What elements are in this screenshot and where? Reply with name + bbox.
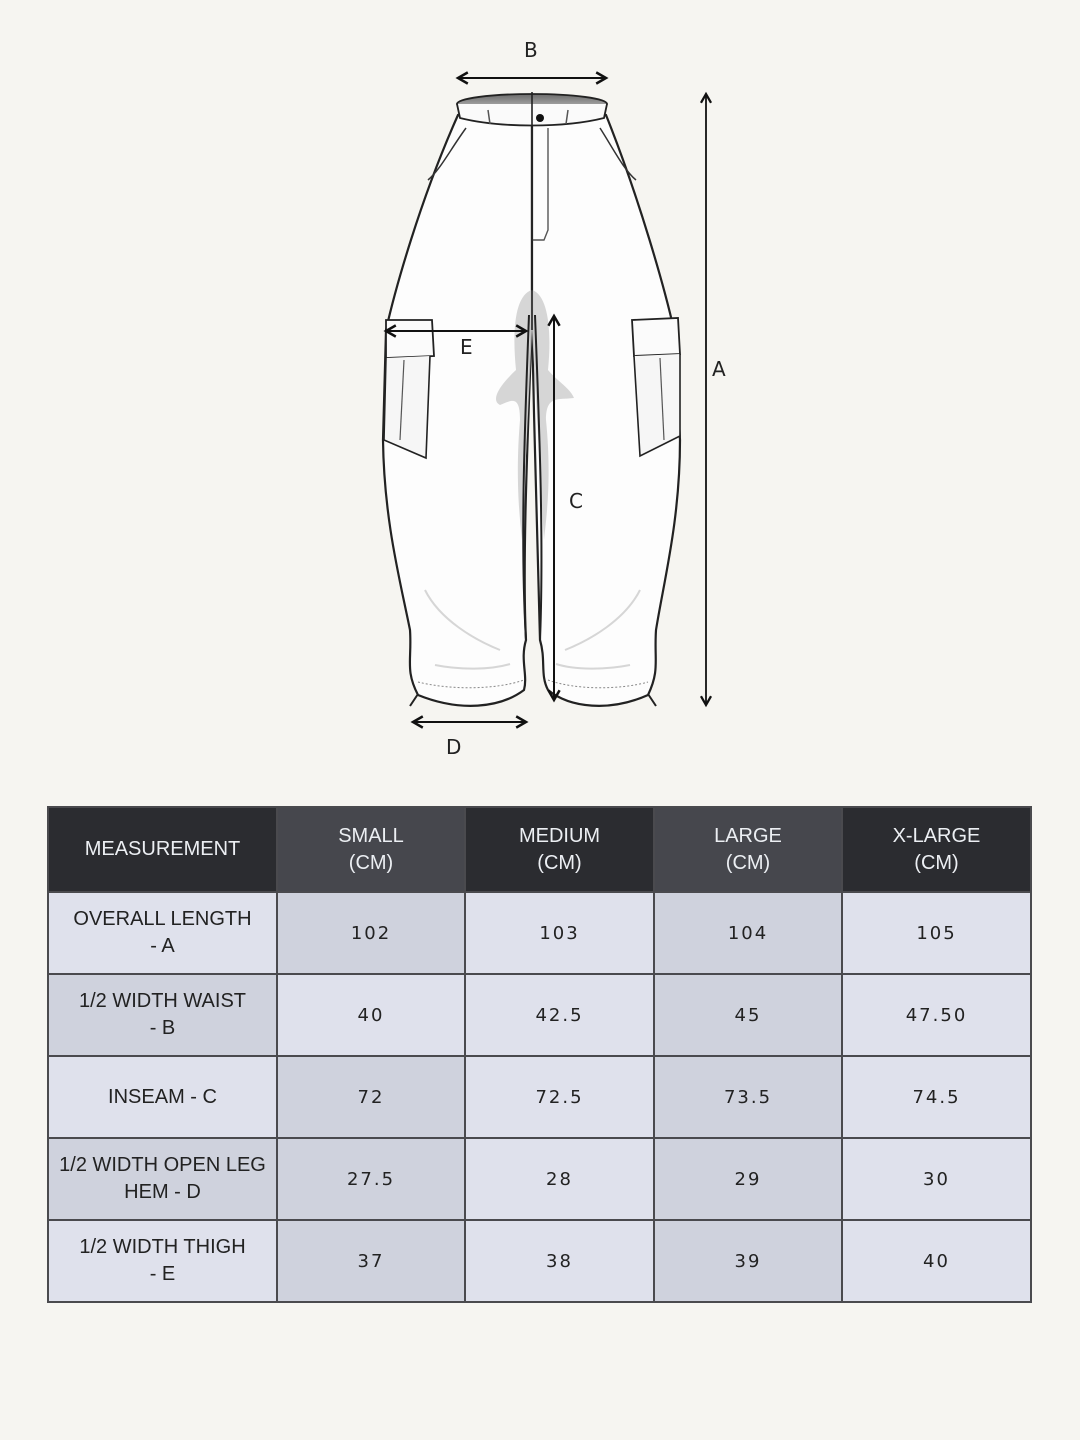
- cell-xlarge: 47.50: [842, 974, 1031, 1056]
- cell-small: 72: [277, 1056, 465, 1138]
- cell-large: 73.5: [654, 1056, 842, 1138]
- table-row: [48, 1138, 1031, 1220]
- label-e: E: [460, 335, 473, 359]
- header-small: SMALL (CM): [277, 807, 465, 892]
- row-label-waist: 1/2 WIDTH WAIST - B: [48, 974, 277, 1056]
- cell-large: 104: [654, 892, 842, 974]
- cell-xlarge: 40: [842, 1220, 1031, 1302]
- table-row: [48, 892, 1031, 974]
- header-row: [48, 807, 1031, 892]
- cell-small: 27.5: [277, 1138, 465, 1220]
- size-chart-table: [47, 806, 1032, 1303]
- cell-xlarge: 105: [842, 892, 1031, 974]
- label-d: D: [446, 735, 462, 759]
- header-xlarge: X-LARGE (CM): [842, 807, 1031, 892]
- cell-small: 40: [277, 974, 465, 1056]
- cell-small: 102: [277, 892, 465, 974]
- cell-large: 29: [654, 1138, 842, 1220]
- cell-xlarge: 30: [842, 1138, 1031, 1220]
- table-row: [48, 974, 1031, 1056]
- cell-large: 39: [654, 1220, 842, 1302]
- cell-small: 37: [277, 1220, 465, 1302]
- row-label-inseam: INSEAM - C: [48, 1056, 277, 1138]
- table-row: [48, 1220, 1031, 1302]
- cell-xlarge: 74.5: [842, 1056, 1031, 1138]
- table-row: [48, 1056, 1031, 1138]
- cell-medium: 72.5: [465, 1056, 654, 1138]
- row-label-overall-length: OVERALL LENGTH - A: [48, 892, 277, 974]
- cell-medium: 28: [465, 1138, 654, 1220]
- header-measurement: MEASUREMENT: [48, 807, 277, 892]
- label-a: A: [712, 357, 726, 381]
- label-b: B: [524, 38, 538, 62]
- header-large: LARGE (CM): [654, 807, 842, 892]
- cell-medium: 38: [465, 1220, 654, 1302]
- cell-medium: 103: [465, 892, 654, 974]
- cell-medium: 42.5: [465, 974, 654, 1056]
- row-label-leg-hem: 1/2 WIDTH OPEN LEG HEM - D: [48, 1138, 277, 1220]
- header-medium: MEDIUM (CM): [465, 807, 654, 892]
- cell-large: 45: [654, 974, 842, 1056]
- row-label-thigh: 1/2 WIDTH THIGH - E: [48, 1220, 277, 1302]
- label-c: C: [569, 489, 583, 513]
